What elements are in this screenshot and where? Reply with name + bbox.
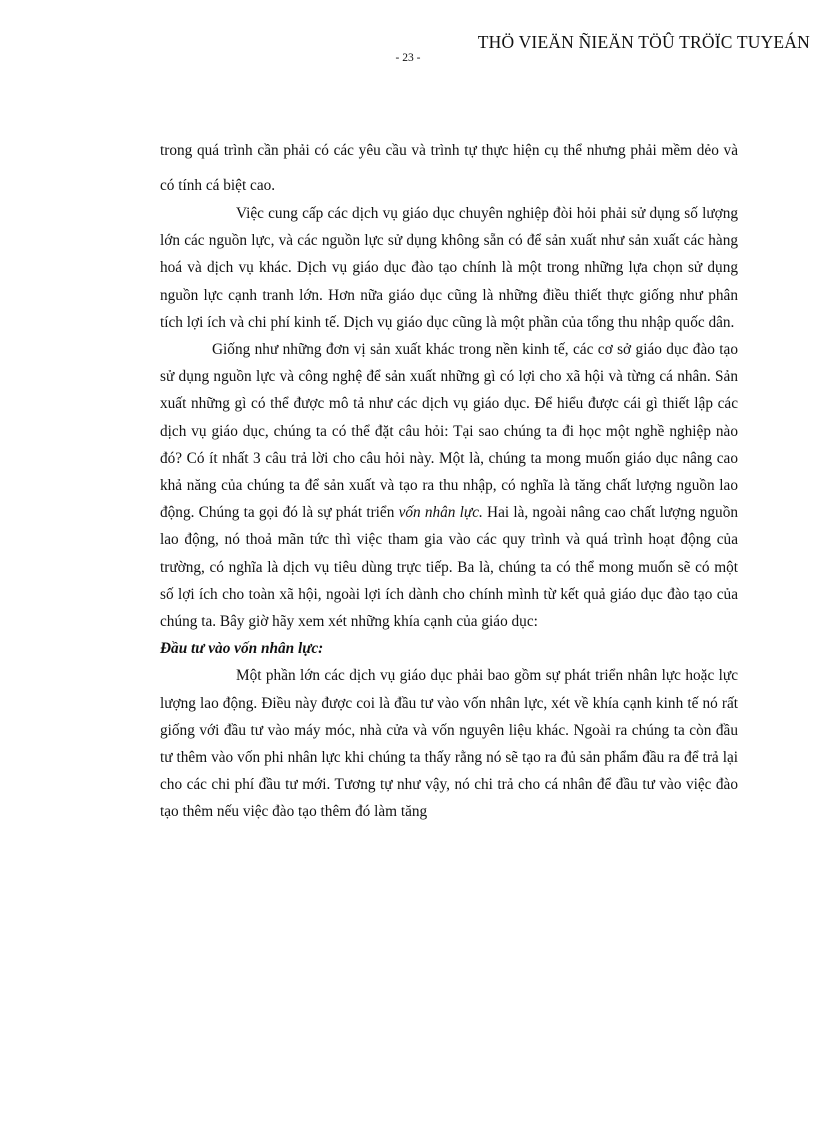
- paragraph-production-units-part1: Giống như những đơn vị sản xuất khác trong nền kinh tế, các cơ sở giáo dục đào tạo sử dụng nguồn lực và công nghệ để sản xuất những gì có lợi cho xã hội và từng cá nhân. Sản xuất những gì có thể được mô tả như các dịch vụ giáo dục. Để hiểu được cái gì thiết lập các dịch vụ giáo dục, chúng ta có thể đặt câu hỏi: Tại sao chúng ta đi học một nghề nghiệp nào đó? Có ít nhất 3 câu trả lời cho câu hỏi này. Một là, chúng ta mong muốn giáo dục nâng cao khả năng của chúng ta để sản xuất và tạo ra thu nhập, có nghĩa là tăng chất lượng nguồn lao động. Chúng ta gọi đó là sự phát triển: [160, 341, 738, 522]
- paragraph-production-units: [160, 336, 738, 635]
- paragraph-continuation: trong quá trình cần phải có các yêu cầu và trình tự thực hiện cụ thể nhưng phải mềm dẻo và có tính cá biệt cao.: [160, 142, 738, 194]
- page-number: - 23 -: [395, 52, 421, 64]
- paragraph-professional-services: Việc cung cấp các dịch vụ giáo dục chuyên nghiệp đòi hỏi phải sử dụng số lượng lớn các nguồn lực, và các nguồn lực sử dụng không sẵn có để sản xuất như sản xuất các hàng hoá và dịch vụ khác. Dịch vụ giáo dục đào tạo chính là một trong những lựa chọn sử dụng nguồn lực cạnh tranh lớn. Hơn nữa giáo dục cũng là những điều thiết thực giống như phân tích lợi ích và chi phí kinh tế. Dịch vụ giáo dục cũng là một phần của tổng thu nhập quốc dân.: [160, 205, 738, 331]
- library-header-title: THÖ VIEÄN ÑIEÄN TÖÛ TRÖÏC TUYEÁN: [477, 32, 810, 52]
- human-capital-term: vốn nhân lực.: [398, 504, 483, 522]
- main-text-block: [160, 200, 738, 826]
- paragraph-production-units-part2: Hai là, ngoài nâng cao chất lượng nguồn lao động, nó thoả mãn tức thì việc tham gia vào các quy trình và quá trình hoạt động của trường, có nghĩa là dịch vụ tiêu dùng trực tiếp. Ba là, chúng ta có thể mong muốn sẽ có một số lợi ích cho toàn xã hội, ngoài lợi ích dành cho chính mình từ kết quả giáo dục đào tạo của chúng ta. Bây giờ hãy xem xét những khía cạnh của giáo dục:: [160, 504, 739, 631]
- continuation-paragraph-block: [160, 133, 738, 203]
- section-heading: Đầu tư vào vốn nhân lực:: [160, 640, 324, 658]
- paragraph-human-capital-investment: Một phần lớn các dịch vụ giáo dục phải bao gồm sự phát triển nhân lực hoặc lực lượng lao động. Điều này được coi là đầu tư vào vốn nhân lực, xét về khía cạnh kinh tế nó rất giống với đầu tư vào máy móc, nhà cửa và vốn nguyên liệu khác. Ngoài ra chúng ta còn đầu tư thêm vào vốn phi nhân lực khi chúng ta thấy rằng nó sẽ tạo ra đủ sản phẩm đầu ra để trả lại cho các chi phí đầu tư mới. Tương tự như vậy, nó chi trả cho cá nhân để đầu tư vào việc đào tạo thêm nếu việc đào tạo thêm đó làm tăng: [160, 667, 738, 821]
